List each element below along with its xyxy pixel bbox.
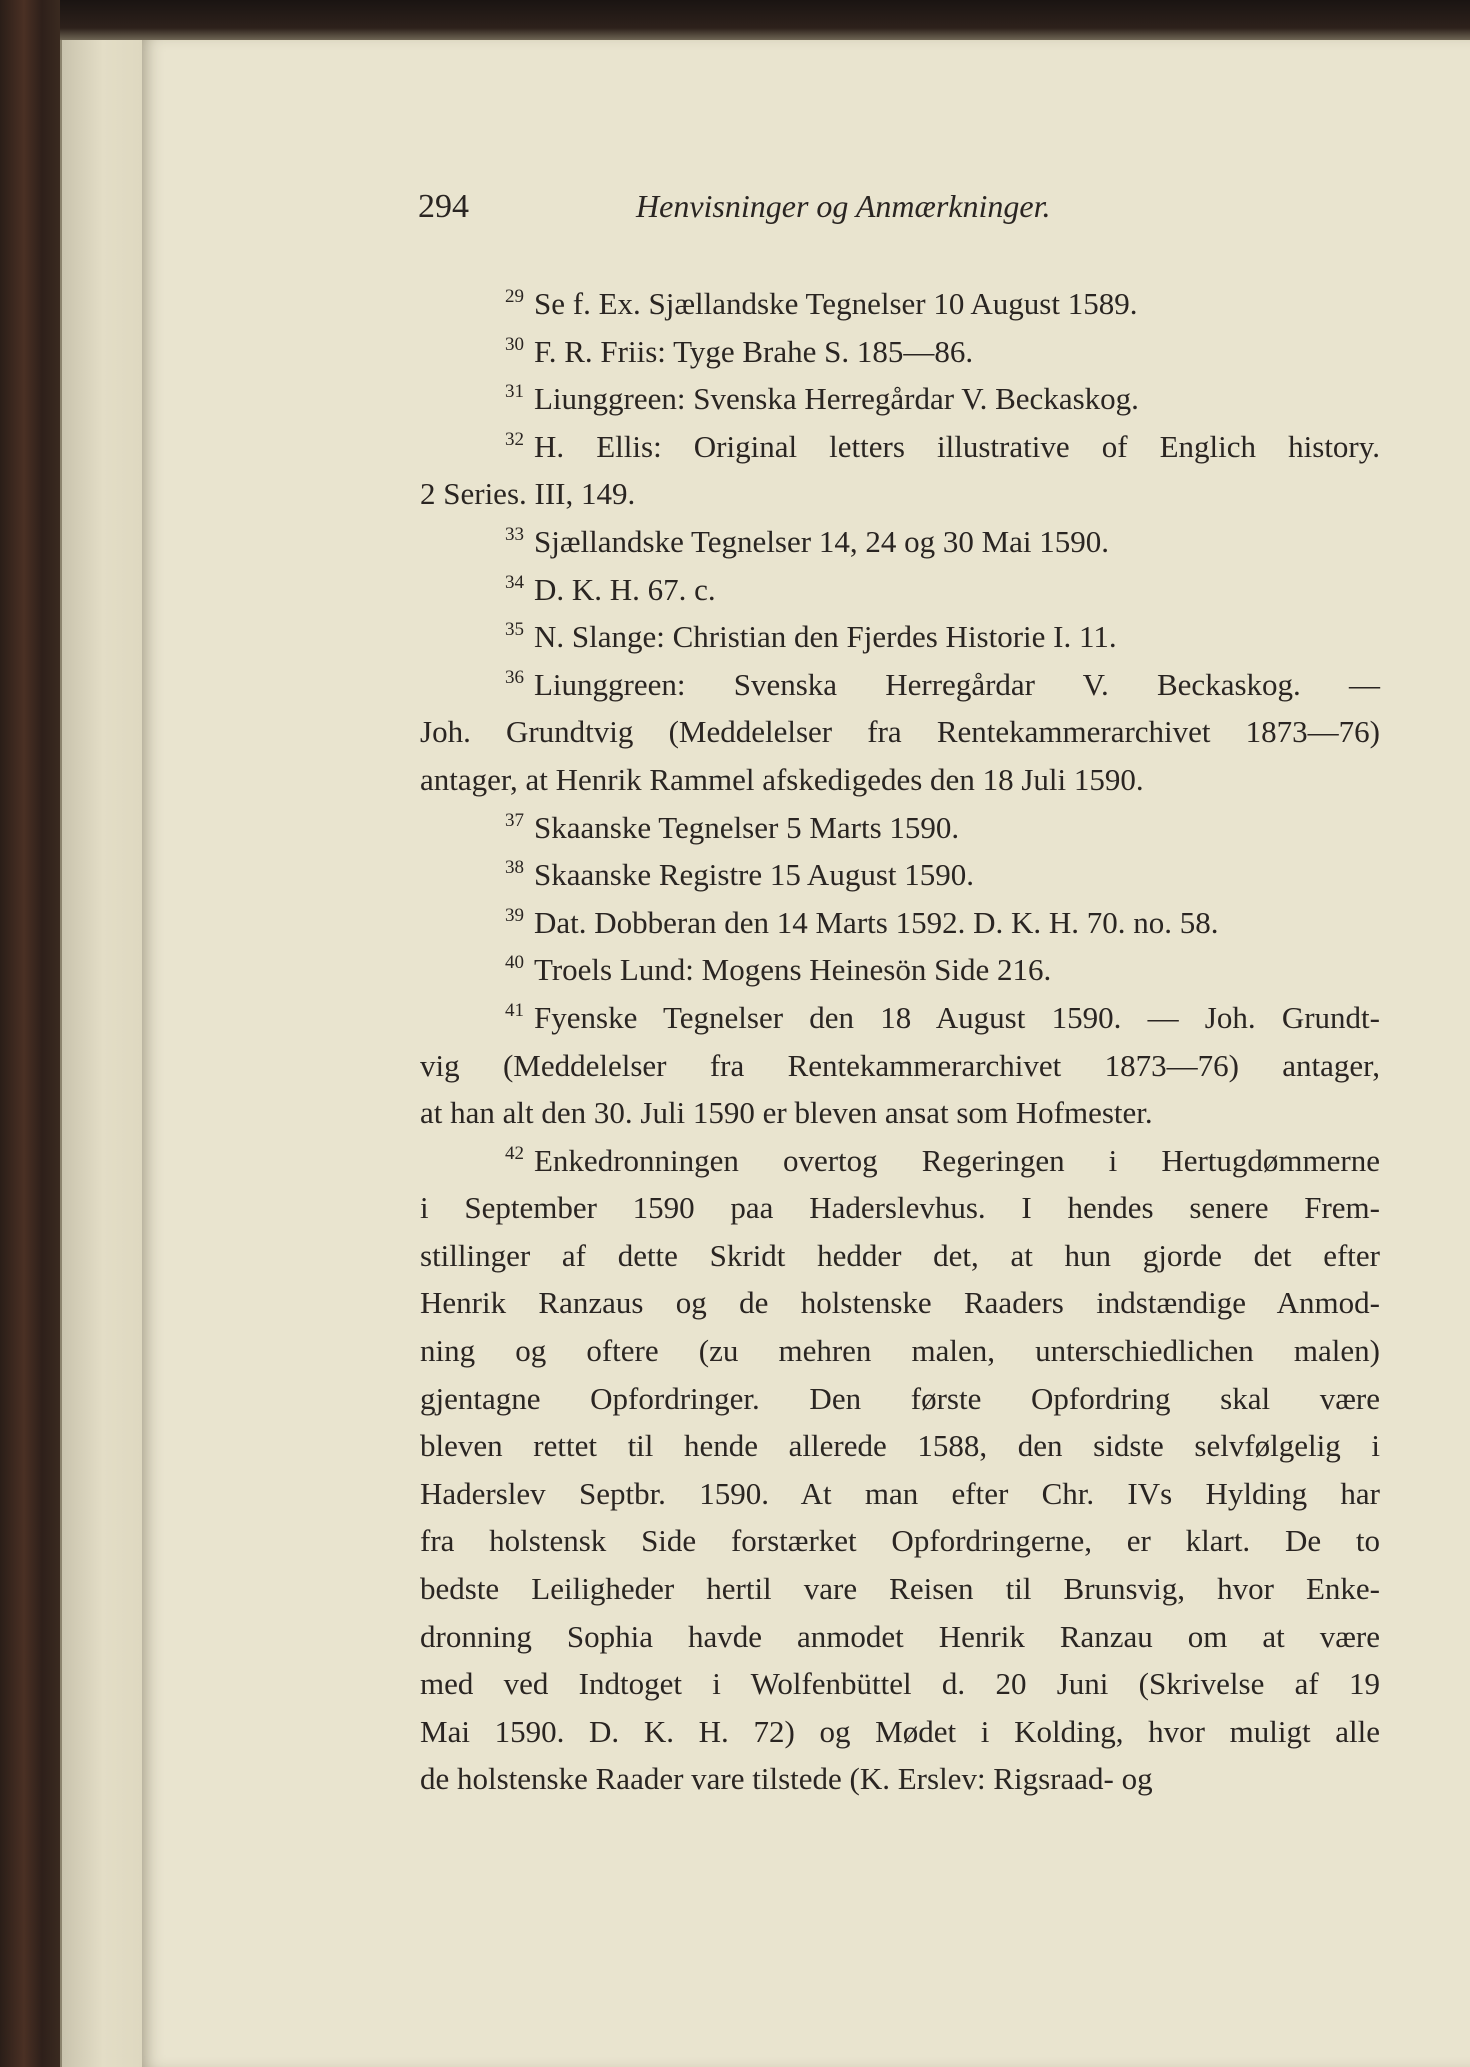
- footnote-42: [420, 1137, 1380, 1803]
- footnote-40: [420, 946, 1380, 994]
- footnote-line: [420, 566, 1380, 614]
- footnote-line: [420, 1089, 1380, 1137]
- footnote-32: [420, 423, 1380, 518]
- footnote-line: [420, 1232, 1380, 1280]
- footnote-text: fra holstensk Side forstærket Opfordringerne, er klart. De to: [420, 1523, 1380, 1559]
- footnote-36: [420, 661, 1380, 804]
- footnote-text: F. R. Friis: Tyge Brahe S. 185—86.: [534, 333, 974, 369]
- footnote-text: i September 1590 paa Haderslevhus. I hendes senere Frem-: [420, 1190, 1380, 1226]
- footnote-line: [420, 280, 1380, 328]
- footnote-number: 34: [505, 571, 524, 593]
- footnote-text: Enkedronningen overtog Regeringen i Hertugdømmerne: [534, 1142, 1380, 1178]
- footnote-text: Mai 1590. D. K. H. 72) og Mødet i Kolding, hvor muligt alle: [420, 1713, 1380, 1749]
- section-title: Henvisninger og Anmærkninger.: [636, 188, 1051, 224]
- footnote-line: [420, 946, 1380, 994]
- footnote-line: [420, 1565, 1380, 1613]
- footnote-number: 37: [505, 809, 524, 831]
- footnote-text: ning og oftere (zu mehren malen, unterschiedlichen malen): [420, 1333, 1380, 1369]
- footnote-number: 36: [505, 666, 524, 688]
- page-number: 294: [418, 188, 469, 225]
- footnote-text: gjentagne Opfordringer. Den første Opfordring skal være: [420, 1380, 1380, 1416]
- running-head: [418, 188, 1158, 234]
- footnote-line: [420, 518, 1380, 566]
- footnote-text: Liunggreen: Svenska Herregårdar V. Beckaskog.: [534, 381, 1139, 417]
- page-edge-stack: [60, 40, 144, 2067]
- footnote-line: [420, 994, 1380, 1042]
- footnote-text: stillinger af dette Skridt hedder det, at hun gjorde det efter: [420, 1237, 1380, 1273]
- footnote-line: [420, 1613, 1380, 1661]
- footnote-number: 38: [505, 857, 524, 879]
- footnote-number: 31: [505, 381, 524, 403]
- footnote-number: 41: [505, 999, 524, 1021]
- footnote-text: N. Slange: Christian den Fjerdes Historie I. 11.: [534, 619, 1117, 655]
- footnote-text: Dat. Dobberan den 14 Marts 1592. D. K. H. 70. no. 58.: [534, 904, 1219, 940]
- footnote-text: D. K. H. 67. c.: [534, 571, 716, 607]
- footnote-29: [420, 280, 1380, 328]
- footnote-line: [420, 899, 1380, 947]
- footnote-line: [420, 756, 1380, 804]
- footnote-text: vig (Meddelelser fra Rentekammerarchivet 1873—76) antager,: [420, 1047, 1380, 1083]
- footnote-line: [420, 613, 1380, 661]
- footnote-line: [420, 661, 1380, 709]
- footnote-31: [420, 375, 1380, 423]
- footnote-number: 39: [505, 904, 524, 926]
- footnote-number: 40: [505, 952, 524, 974]
- footnote-35: [420, 613, 1380, 661]
- footnote-line: [420, 708, 1380, 756]
- footnote-number: 30: [505, 333, 524, 355]
- footnote-line: [420, 1184, 1380, 1232]
- footnote-text: dronning Sophia havde anmodet Henrik Ranzau om at være: [420, 1618, 1380, 1654]
- footnote-line: [420, 1517, 1380, 1565]
- footnote-line: [420, 375, 1380, 423]
- footnote-line: [420, 1470, 1380, 1518]
- footnote-text: Joh. Grundtvig (Meddelelser fra Rentekammerarchivet 1873—76): [420, 714, 1380, 750]
- footnote-text: Skaanske Tegnelser 5 Marts 1590.: [534, 809, 960, 845]
- footnote-30: [420, 328, 1380, 376]
- footnote-text: Haderslev Septbr. 1590. At man efter Chr. IVs Hylding har: [420, 1475, 1380, 1511]
- footnote-number: 35: [505, 619, 524, 641]
- footnote-text: H. Ellis: Original letters illustrative of Englich history.: [534, 428, 1380, 464]
- footnote-text: Se f. Ex. Sjællandske Tegnelser 10 August 1589.: [534, 286, 1138, 321]
- footnote-text: at han alt den 30. Juli 1590 er bleven ansat som Hofmester.: [420, 1095, 1153, 1131]
- footnote-line: [420, 804, 1380, 852]
- footnote-text: bleven rettet til hende allerede 1588, den sidste selvfølgelig i: [420, 1428, 1380, 1464]
- footnote-text: 2 Series. III, 149.: [420, 476, 636, 512]
- footnote-text: Sjællandske Tegnelser 14, 24 og 30 Mai 1590.: [534, 523, 1110, 559]
- footnote-text: Troels Lund: Mogens Heinesön Side 216.: [534, 952, 1052, 988]
- footnote-line: [420, 851, 1380, 899]
- footnote-line: [420, 1660, 1380, 1708]
- footnote-text: Fyenske Tegnelser den 18 August 1590. — Joh. Grundt-: [534, 999, 1380, 1035]
- footnote-line: [420, 1279, 1380, 1327]
- footnote-33: [420, 518, 1380, 566]
- footnote-line: [420, 1375, 1380, 1423]
- footnote-line: [420, 1755, 1380, 1803]
- footnote-line: [420, 328, 1380, 376]
- footnote-line: [420, 1137, 1380, 1185]
- footnote-line: [420, 423, 1380, 471]
- footnote-38: [420, 851, 1380, 899]
- footnote-34: [420, 566, 1380, 614]
- footnote-number: 29: [505, 286, 524, 307]
- footnotes-list: [420, 280, 1380, 1803]
- footnote-text: Skaanske Registre 15 August 1590.: [534, 857, 974, 893]
- footnote-text: Liunggreen: Svenska Herregårdar V. Beckaskog. —: [534, 666, 1380, 702]
- book-top-edge: [0, 0, 1470, 40]
- footnote-line: [420, 1422, 1380, 1470]
- footnote-number: 32: [505, 428, 524, 450]
- footnote-text: bedste Leiligheder hertil vare Reisen til Brunsvig, hvor Enke-: [420, 1571, 1380, 1607]
- footnote-text: med ved Indtoget i Wolfenbüttel d. 20 Juni (Skrivelse af 19: [420, 1666, 1380, 1702]
- footnote-37: [420, 804, 1380, 852]
- footnote-line: [420, 1042, 1380, 1090]
- footnote-39: [420, 899, 1380, 947]
- footnote-text: de holstenske Raader vare tilstede (K. Erslev: Rigsraad- og: [420, 1761, 1153, 1797]
- footnote-number: 33: [505, 523, 524, 545]
- book-binding: [0, 0, 60, 2067]
- footnote-line: [420, 1708, 1380, 1756]
- footnote-41: [420, 994, 1380, 1137]
- footnote-text: antager, at Henrik Rammel afskedigedes den 18 Juli 1590.: [420, 761, 1144, 797]
- footnote-text: Henrik Ranzaus og de holstenske Raaders indstændige Anmod-: [420, 1285, 1380, 1321]
- footnote-line: [420, 470, 1380, 518]
- footnote-line: [420, 1327, 1380, 1375]
- footnote-number: 42: [505, 1142, 524, 1164]
